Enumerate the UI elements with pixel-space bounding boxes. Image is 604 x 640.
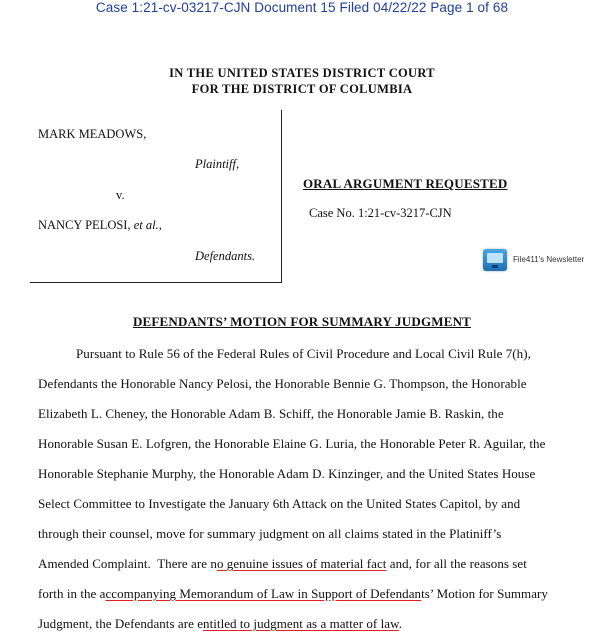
- body-line-7: through their counsel, move for summary judgment on all claims stated in the Platiniff’s: [38, 526, 502, 541]
- court-name-line2: FOR THE DISTRICT OF COLUMBIA: [191, 82, 413, 96]
- body-line-9: forth in the accompanying Memorandum of Law in Support of Defendants’ Motion for Summary: [38, 586, 548, 601]
- versus: v.: [116, 188, 125, 202]
- newsletter-label: File411's Newsletter: [513, 255, 585, 264]
- court-name-line1: IN THE UNITED STATES DISTRICT COURT: [169, 66, 435, 80]
- document-header: Case 1:21-cv-03217-CJN Document 15 Filed 04/22/22 Page 1 of 68: [95, 0, 509, 15]
- body-line-5: Honorable Stephanie Murphy, the Honorable Adam D. Kinzinger, and the United States House: [38, 466, 536, 481]
- body-line-6: Select Committee to Investigate the January 6th Attack on the United States Capitol, by and: [38, 496, 521, 511]
- highlight-memorandum: ccompanying Memorandum of Law in Support of Defendan: [105, 586, 422, 601]
- plaintiff-name: MARK MEADOWS,: [38, 127, 147, 141]
- highlight-matter-of-law: ntitled to judgment as a matter of law: [203, 616, 399, 631]
- case-number: Case No. 1:21-cv-3217-CJN: [309, 206, 452, 220]
- highlight-material-fact: o genuine issues of material fact: [216, 556, 387, 571]
- body-line-10: Judgment, the Defendants are entitled to judgment as a matter of law.: [38, 616, 402, 631]
- oral-argument-requested: ORAL ARGUMENT REQUESTED: [303, 176, 508, 191]
- body-line-1: Pursuant to Rule 56 of the Federal Rules of Civil Procedure and Local Civil Rule 7(h),: [76, 346, 531, 361]
- defendant-name: NANCY PELOSI, et al.,: [38, 218, 162, 232]
- newsletter-badge[interactable]: [478, 246, 598, 274]
- body-line-8: Amended Complaint. There are no genuine issues of material fact and, for all the reasons set: [38, 556, 527, 571]
- monitor-icon: [483, 249, 507, 271]
- plaintiff-role: Plaintiff,: [195, 157, 240, 171]
- defendant-role: Defendants.: [195, 249, 256, 263]
- body-line-2: Defendants the Honorable Nancy Pelosi, the Honorable Bennie G. Thompson, the Honorable: [38, 376, 527, 391]
- motion-title: DEFENDANTS’ MOTION FOR SUMMARY JUDGMENT: [132, 314, 472, 329]
- body-line-4: Honorable Susan E. Lofgren, the Honorable Elaine G. Luria, the Honorable Peter R. Aguilar, the: [38, 436, 546, 451]
- body-line-3: Elizabeth L. Cheney, the Honorable Adam B. Schiff, the Honorable Jamie B. Raskin, the: [38, 406, 504, 421]
